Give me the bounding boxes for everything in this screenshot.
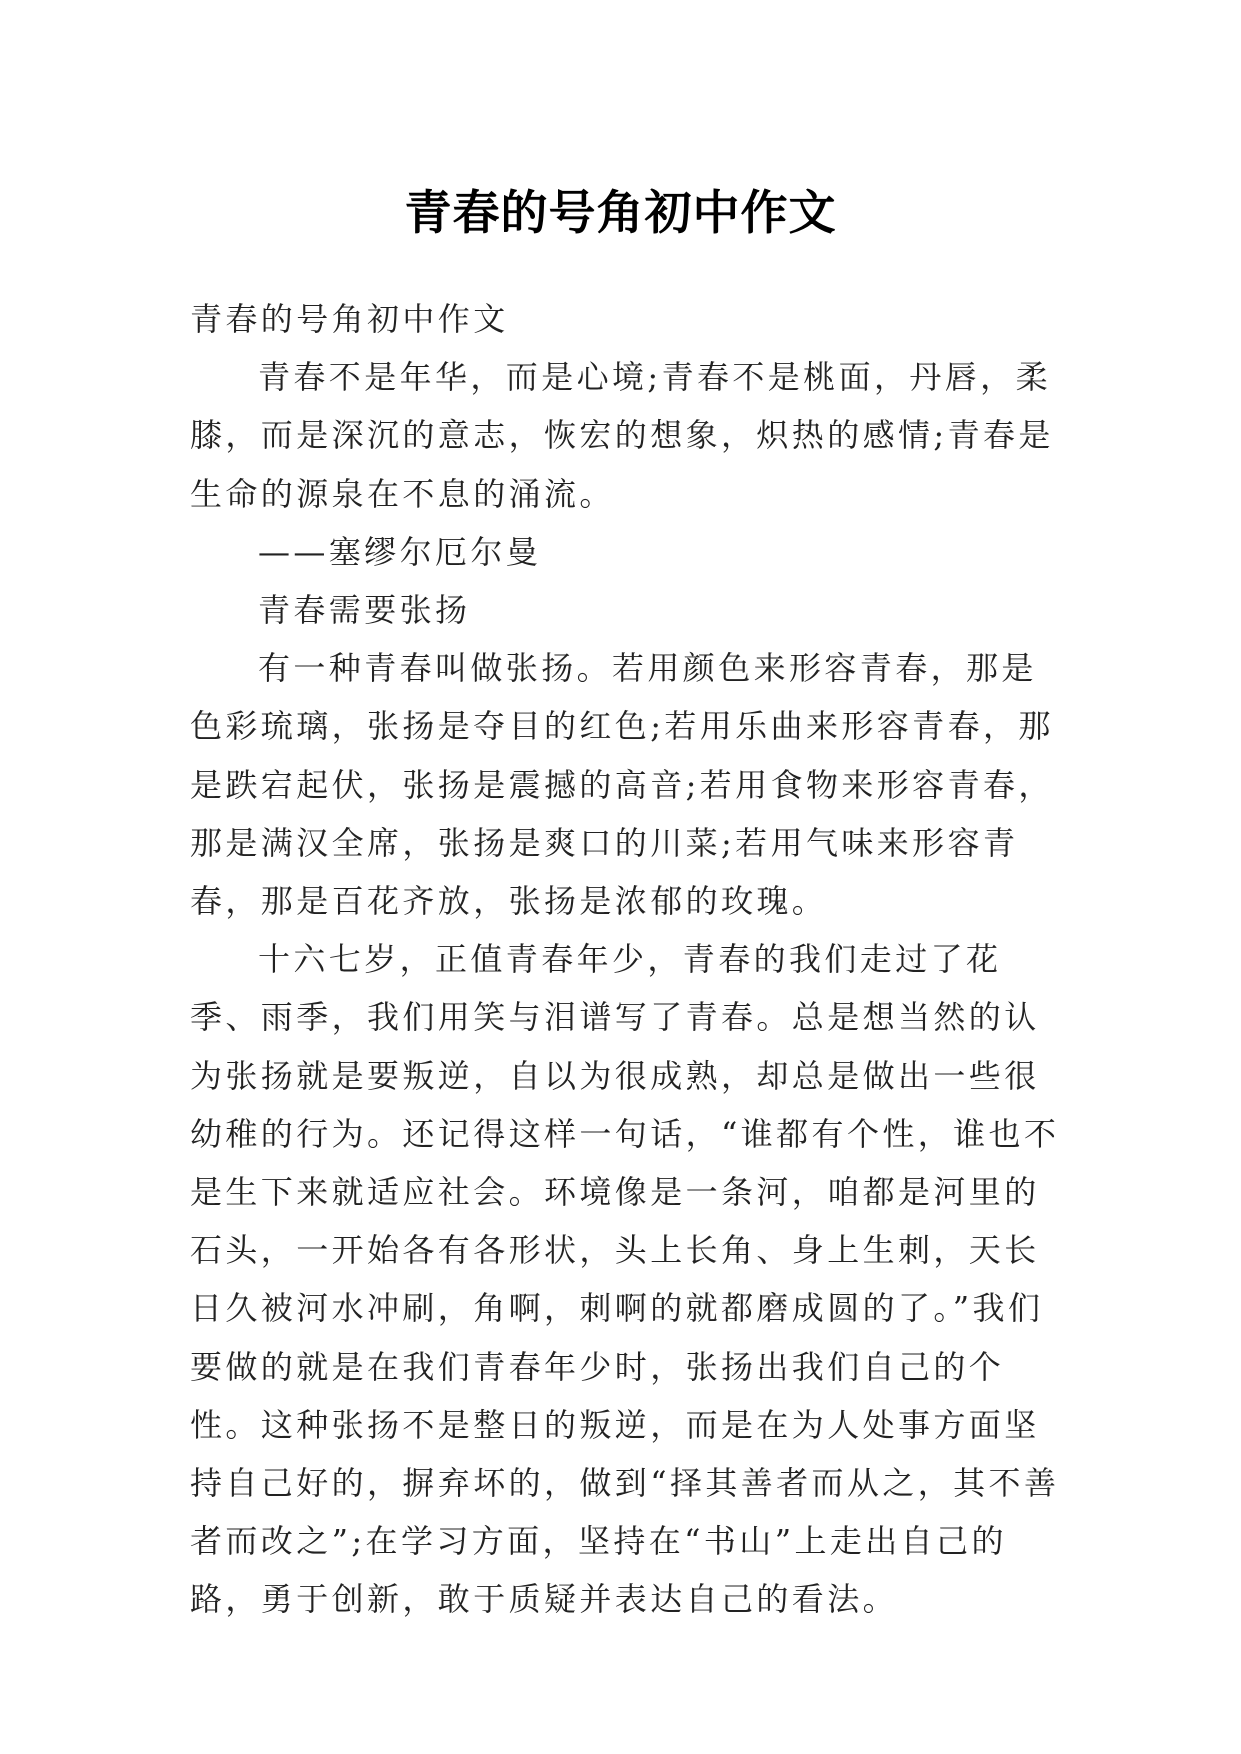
- epigraph-quote: 青春不是年华，而是心境;青春不是桃面，丹唇，柔膝，而是深沉的意志，恢宏的想象，炽热的感情;青春是生命的源泉在不息的涌流。: [190, 358, 1054, 513]
- body-heading: 青春的号角初中作文: [190, 300, 509, 338]
- epigraph-attribution: ——塞缪尔厄尔曼: [258, 532, 542, 571]
- document-title: 青春的号角初中作文: [404, 186, 837, 242]
- section-heading: 青春需要张扬: [258, 591, 471, 630]
- paragraph: 有一种青春叫做张扬。若用颜色来形容青春，那是色彩琉璃，张扬是夺目的红色;若用乐曲来形容青春，那是跌宕起伏，张扬是震撼的高音;若用食物来形容青春，那是满汉全席，张扬是爽口的川菜;若用气味来形容青春，那是百花齐放，张扬是浓郁的玫瑰。: [190, 649, 1054, 921]
- document-body: [190, 290, 1070, 1629]
- paragraph: 十六七岁，正值青春年少，青春的我们走过了花季、雨季，我们用笑与泪谱写了青春。总是想当然的认为张扬就是要叛逆，自以为很成熟，却总是做出一些很幼稚的行为。还记得这样一句话，“谁都有个性，谁也不是生下来就适应社会。环境像是一条河，咱都是河里的石头，一开始各有各形状，头上长角、身上生刺，天长日久被河水冲刷，角啊，刺啊的就都磨成圆的了。”我们要做的就是在我们青春年少时，张扬出我们自己的个性。这种张扬不是整日的叛逆，而是在为人处事方面坚持自己好的，摒弃坏的，做到“择其善者而从之，其不善者而改之”;在学习方面，坚持在“书山”上走出自己的路，勇于创新，敢于质疑并表达自己的看法。: [190, 940, 1060, 1619]
